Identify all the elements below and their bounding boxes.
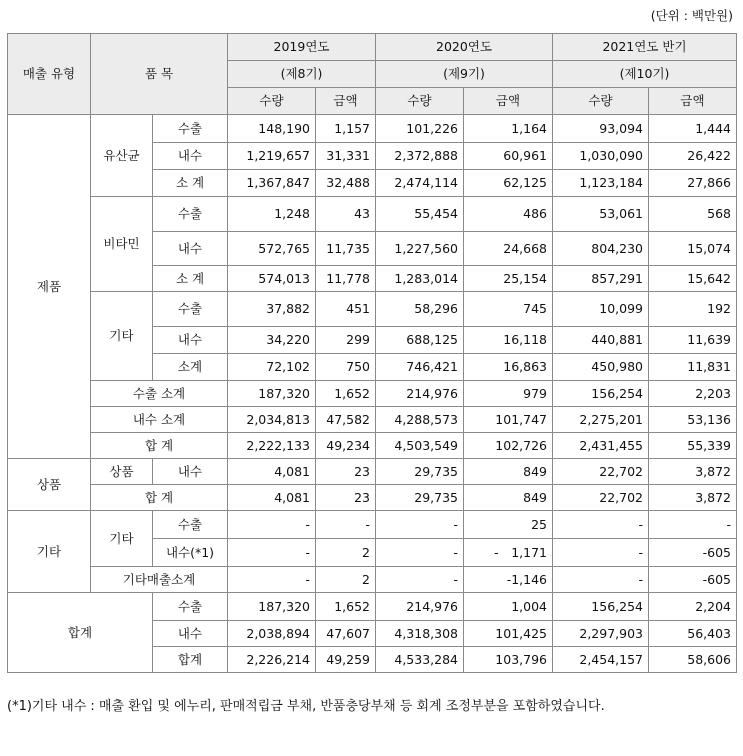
table-cell-value: 4,081: [228, 485, 316, 511]
table-cell-value: 746,421: [376, 354, 464, 381]
unit-label: (단위 : 백만원): [650, 8, 733, 23]
table-cell-value: -: [316, 511, 376, 539]
table-cell-value: -: [553, 567, 649, 593]
group-other: 기타: [8, 511, 91, 593]
table-cell-value: -1,146: [464, 567, 553, 593]
table-cell-value: 56,403: [649, 621, 737, 647]
table-cell-value: 3,872: [649, 485, 737, 511]
row-sublabel: 내수: [153, 459, 228, 485]
table-cell-value: 440,881: [553, 327, 649, 354]
table-cell-value: 572,765: [228, 232, 316, 266]
table-cell-value: 4,081: [228, 459, 316, 485]
table-cell-value: 37,882: [228, 292, 316, 327]
table-cell-value: 10,099: [553, 292, 649, 327]
row-label: 소 계: [153, 266, 228, 292]
group-merch: 상품: [8, 459, 91, 511]
row-label: 내수: [153, 143, 228, 170]
table-cell-value: 849: [464, 459, 553, 485]
table-cell-value: 849: [464, 485, 553, 511]
table-cell-value: 58,606: [649, 647, 737, 673]
table-cell-value: 15,642: [649, 266, 737, 292]
row-label: 합계: [153, 647, 228, 673]
table-cell-value: 3,872: [649, 459, 737, 485]
table-cell-value: 1,164: [464, 115, 553, 143]
table-cell-value: 102,726: [464, 433, 553, 459]
header-period-8: (제8기): [228, 61, 376, 88]
table-cell-value: 2,222,133: [228, 433, 316, 459]
table-cell-value: 4,533,284: [376, 647, 464, 673]
table-cell-value: 1,367,847: [228, 170, 316, 197]
table-cell-value: 688,125: [376, 327, 464, 354]
header-amt: 금액: [464, 88, 553, 115]
table-cell-value: 25,154: [464, 266, 553, 292]
table-cell-value: 2,203: [649, 381, 737, 407]
header-qty: 수량: [553, 88, 649, 115]
table-cell-value: 192: [649, 292, 737, 327]
table-cell-value: 23: [316, 459, 376, 485]
header-year-2021: 2021연도 반기: [553, 34, 737, 61]
table-cell-value: 22,702: [553, 459, 649, 485]
row-label: 수출: [153, 593, 228, 621]
header-amt: 금액: [316, 88, 376, 115]
footnote: (*1)기타 내수 : 매출 환입 및 에누리, 판매적립금 부채, 반품충당부채 등 회계 조정부분을 포함하였습니다.: [7, 699, 605, 714]
table-cell-value: -: [228, 511, 316, 539]
table-cell-value: 4,318,308: [376, 621, 464, 647]
table-cell-value: 72,102: [228, 354, 316, 381]
row-label: 내수: [153, 621, 228, 647]
header-period-10: (제10기): [553, 61, 737, 88]
table-cell-value: -: [228, 567, 316, 593]
table-cell-value: 26,422: [649, 143, 737, 170]
table-cell-value: 53,061: [553, 197, 649, 232]
header-qty: 수량: [376, 88, 464, 115]
table-cell-value: 49,259: [316, 647, 376, 673]
table-cell-value: 62,125: [464, 170, 553, 197]
cell-dash-value: - 1,171: [464, 539, 553, 567]
table-cell-value: 34,220: [228, 327, 316, 354]
table-cell-value: 29,735: [376, 485, 464, 511]
table-cell-value: 156,254: [553, 593, 649, 621]
table-cell-value: 2,372,888: [376, 143, 464, 170]
table-cell-value: 2,454,157: [553, 647, 649, 673]
table-cell-value: 486: [464, 197, 553, 232]
table-cell-value: 103,796: [464, 647, 553, 673]
group-total: 합계: [8, 593, 153, 673]
table-cell-value: 4,503,549: [376, 433, 464, 459]
row-label: 기타매출소계: [91, 567, 228, 593]
table-cell-value: 187,320: [228, 381, 316, 407]
table-cell-value: 299: [316, 327, 376, 354]
table-cell-value: 22,702: [553, 485, 649, 511]
table-cell-value: 93,094: [553, 115, 649, 143]
row-label: 수출: [153, 115, 228, 143]
table-cell-value: 804,230: [553, 232, 649, 266]
table-cell-value: 2,226,214: [228, 647, 316, 673]
table-cell-value: 60,961: [464, 143, 553, 170]
table-cell-value: 47,582: [316, 407, 376, 433]
table-cell-value: 31,331: [316, 143, 376, 170]
table-cell-value: 27,866: [649, 170, 737, 197]
table-cell-value: 16,118: [464, 327, 553, 354]
table-cell-value: 4,288,573: [376, 407, 464, 433]
table-cell-value: 23: [316, 485, 376, 511]
item-etc: 기타: [91, 292, 153, 381]
row-label: 내수: [153, 327, 228, 354]
row-label: 수출 소계: [91, 381, 228, 407]
table-cell-value: 101,747: [464, 407, 553, 433]
table-cell-value: 214,976: [376, 381, 464, 407]
table-cell-value: -: [376, 539, 464, 567]
header-year-2020: 2020연도: [376, 34, 553, 61]
row-label: 합 계: [91, 485, 228, 511]
table-cell-value: 214,976: [376, 593, 464, 621]
table-cell-value: 2,474,114: [376, 170, 464, 197]
header-sales-type: 매출 유형: [8, 34, 91, 115]
table-cell-value: 25: [464, 511, 553, 539]
header-qty: 수량: [228, 88, 316, 115]
table-cell-value: 1,248: [228, 197, 316, 232]
row-label: 소계: [153, 354, 228, 381]
table-cell-value: 47,607: [316, 621, 376, 647]
row-label: 내수 소계: [91, 407, 228, 433]
row-label: 합 계: [91, 433, 228, 459]
sales-table: [7, 33, 737, 673]
header-item: 품 목: [91, 34, 228, 115]
header-year-2019: 2019연도: [228, 34, 376, 61]
table-cell-value: -: [376, 567, 464, 593]
table-cell-value: 1,004: [464, 593, 553, 621]
table-cell-value: 574,013: [228, 266, 316, 292]
table-cell-value: 2,297,903: [553, 621, 649, 647]
row-label: 수출: [153, 292, 228, 327]
table-cell-value: -: [649, 511, 737, 539]
row-label: 내수(*1): [153, 539, 228, 567]
table-cell-value: 979: [464, 381, 553, 407]
table-cell-value: 857,291: [553, 266, 649, 292]
table-cell-value: 32,488: [316, 170, 376, 197]
table-cell-value: 11,831: [649, 354, 737, 381]
table-cell-value: 49,234: [316, 433, 376, 459]
table-cell-value: 2,204: [649, 593, 737, 621]
table-cell-value: 187,320: [228, 593, 316, 621]
table-cell-value: 2,038,894: [228, 621, 316, 647]
table-cell-value: 1,219,657: [228, 143, 316, 170]
table-cell-value: 58,296: [376, 292, 464, 327]
header-amt: 금액: [649, 88, 737, 115]
table-cell-value: 1,444: [649, 115, 737, 143]
table-cell-value: -: [376, 511, 464, 539]
table-cell-value: 1,123,184: [553, 170, 649, 197]
table-cell-value: 750: [316, 354, 376, 381]
table-cell-value: 1,227,560: [376, 232, 464, 266]
table-cell-value: 55,339: [649, 433, 737, 459]
row-label: 수출: [153, 197, 228, 232]
table-cell-value: 1,652: [316, 593, 376, 621]
table-cell-value: 1,030,090: [553, 143, 649, 170]
table-cell-value: -: [553, 511, 649, 539]
table-cell-value: 1,157: [316, 115, 376, 143]
table-cell-value: 11,735: [316, 232, 376, 266]
header-period-9: (제9기): [376, 61, 553, 88]
table-cell-value: -: [553, 539, 649, 567]
row-label: 소 계: [153, 170, 228, 197]
table-cell-value: -: [228, 539, 316, 567]
table-cell-value: 11,778: [316, 266, 376, 292]
table-cell-value: 451: [316, 292, 376, 327]
table-cell-value: 568: [649, 197, 737, 232]
table-cell-value: 148,190: [228, 115, 316, 143]
table-cell-value: 16,863: [464, 354, 553, 381]
table-cell-value: 1,652: [316, 381, 376, 407]
table-cell-value: -605: [649, 567, 737, 593]
table-cell-value: 156,254: [553, 381, 649, 407]
table-cell-value: 2,275,201: [553, 407, 649, 433]
table-cell-value: 11,639: [649, 327, 737, 354]
table-cell-value: 2,431,455: [553, 433, 649, 459]
row-label: 상품: [91, 459, 153, 485]
table-cell-value: 43: [316, 197, 376, 232]
table-cell-value: 15,074: [649, 232, 737, 266]
table-cell-value: 29,735: [376, 459, 464, 485]
table-cell-value: 101,226: [376, 115, 464, 143]
item-probiotics: 유산균: [91, 115, 153, 197]
table-cell-value: 55,454: [376, 197, 464, 232]
table-cell-value: -605: [649, 539, 737, 567]
table-cell-value: 53,136: [649, 407, 737, 433]
table-cell-value: 2: [316, 539, 376, 567]
row-label: 내수: [153, 232, 228, 266]
table-cell-value: 101,425: [464, 621, 553, 647]
table-cell-value: 745: [464, 292, 553, 327]
table-cell-value: 450,980: [553, 354, 649, 381]
table-cell-value: 2: [316, 567, 376, 593]
item-other: 기타: [91, 511, 153, 567]
table-cell-value: 24,668: [464, 232, 553, 266]
item-vitamin: 비타민: [91, 197, 153, 292]
group-product: 제품: [8, 115, 91, 459]
table-cell-value: 1,283,014: [376, 266, 464, 292]
row-label: 수출: [153, 511, 228, 539]
table-cell-value: 2,034,813: [228, 407, 316, 433]
